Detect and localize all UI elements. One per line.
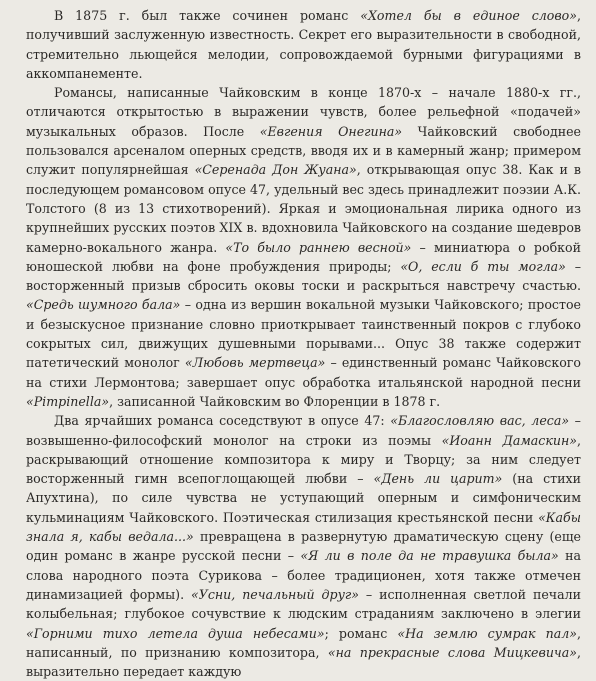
text-run: – одна из вершин вокальной музыки Чайковского; простое и безыскусное признание словно приоткрывает таинственный покров с глубоко сокрытых сил, движущих душевными порывами... Опус 38 также содержит патетический монолог (26, 297, 581, 371)
text-run: , раскрывающий отношение композитора к миру и Творцу; за ним следует восторженный гимн всепоглощающей любви – (26, 432, 581, 487)
italic-title: «Иоанн Дамаскин» (441, 432, 577, 448)
text-run: превращена в развернутую драматическую сцену (еще один романс в жанре русской песни – (26, 529, 581, 564)
text-run: – миниатюра о робкой юношеской любви на фоне пробуждения природы; (26, 239, 581, 274)
italic-title: «Pimpinella» (26, 393, 110, 409)
italic-title: «День ли царит» (373, 471, 503, 487)
italic-title: «на прекрасные слова Мицкевича» (327, 644, 577, 660)
italic-title: «Я ли в поле да не травушка была» (300, 548, 559, 564)
text-run: на слова народного поэта Сурикова – более традиционен, хотя также отмечен динамизацией формы). (26, 548, 582, 602)
text-run: , открывающая опус 38. Как и в последующем романсовом опусе 47, удельный вес здесь принадлежит поэзии А.К. Толстого (8 из 13 стихотворений). Яркая и эмоциональная лирика одного из крупнейших русских поэтов XIX в. вдохновила Чайковского на создание шедевров камерно-вокального жанра. (26, 162, 581, 255)
book-page-text (26, 6, 581, 681)
italic-title: «Евгения Онегина» (259, 123, 403, 139)
text-run: – возвышенно-философский монолог на строки из поэмы (26, 413, 581, 448)
italic-title: «Благословляю вас, леса» (390, 413, 570, 429)
text-run: , написанный, по признанию композитора, (26, 625, 581, 660)
italic-title: «Любовь мертвеца» (184, 355, 326, 371)
text-run: (на стихи Апухтина), по силе чувства не уступающий оперным и симфоническим кульминациям Чайковского. Поэтическая стилизация крестьянской песни (26, 471, 581, 525)
text-run: Два ярчайших романса соседствуют в опусе 47: (54, 413, 391, 429)
italic-title: «Средь шумного бала» (26, 297, 181, 313)
paragraph-3 (26, 411, 581, 681)
text-run: – единственный романс Чайковского на стихи Лермонтова; завершает опус обработка итальянской народной песни (26, 355, 581, 390)
text-run: Чайковский свободнее пользовался арсеналом оперных средств, вводя их и в камерный жанр; примером служит популярнейшая (26, 123, 582, 178)
text-run: , записанной Чайковским во Флоренции в 1878 г. (109, 393, 441, 409)
italic-title: «Хотел бы в единое слово» (360, 8, 577, 23)
text-run: ; романс (324, 625, 398, 641)
italic-title: «Усни, печальный друг» (191, 586, 359, 602)
italic-title: «То было раннею весной» (225, 239, 412, 255)
italic-title: «На землю сумрак пал» (397, 625, 577, 641)
text-run: В 1875 г. был также сочинен романс (54, 8, 361, 23)
italic-title: «О, если б ты могла» (400, 258, 566, 274)
italic-title: «Серенада Дон Жуана» (194, 162, 357, 178)
text-run: , получивший заслуженную известность. Секрет его выразительности в свободной, стремительно льющейся мелодии, сопровождаемой бурными фигурациями в аккомпанементе. (26, 8, 581, 81)
text-run: , выразительно передает каждую (26, 644, 581, 680)
text-run: Романсы, написанные Чайковским в конце 1870-х – начале 1880-х гг., отличаются открытостью в выражении чувств, более рельефной «подачей» музыкальных образов. После (26, 85, 581, 139)
paragraph-2 (26, 83, 581, 411)
text-run: – восторженный призыв сбросить оковы тоски и раскрыться навстречу счастью. (26, 258, 581, 294)
text-run: – исполненная светлой печали колыбельная; глубокое сочувствие к людским страданиям заключено в элегии (26, 586, 582, 622)
italic-title: «Горними тихо летела душа небесами» (26, 625, 325, 641)
paragraph-1 (26, 6, 581, 83)
italic-title: «Кабы знала я, кабы ведала...» (26, 509, 581, 545)
